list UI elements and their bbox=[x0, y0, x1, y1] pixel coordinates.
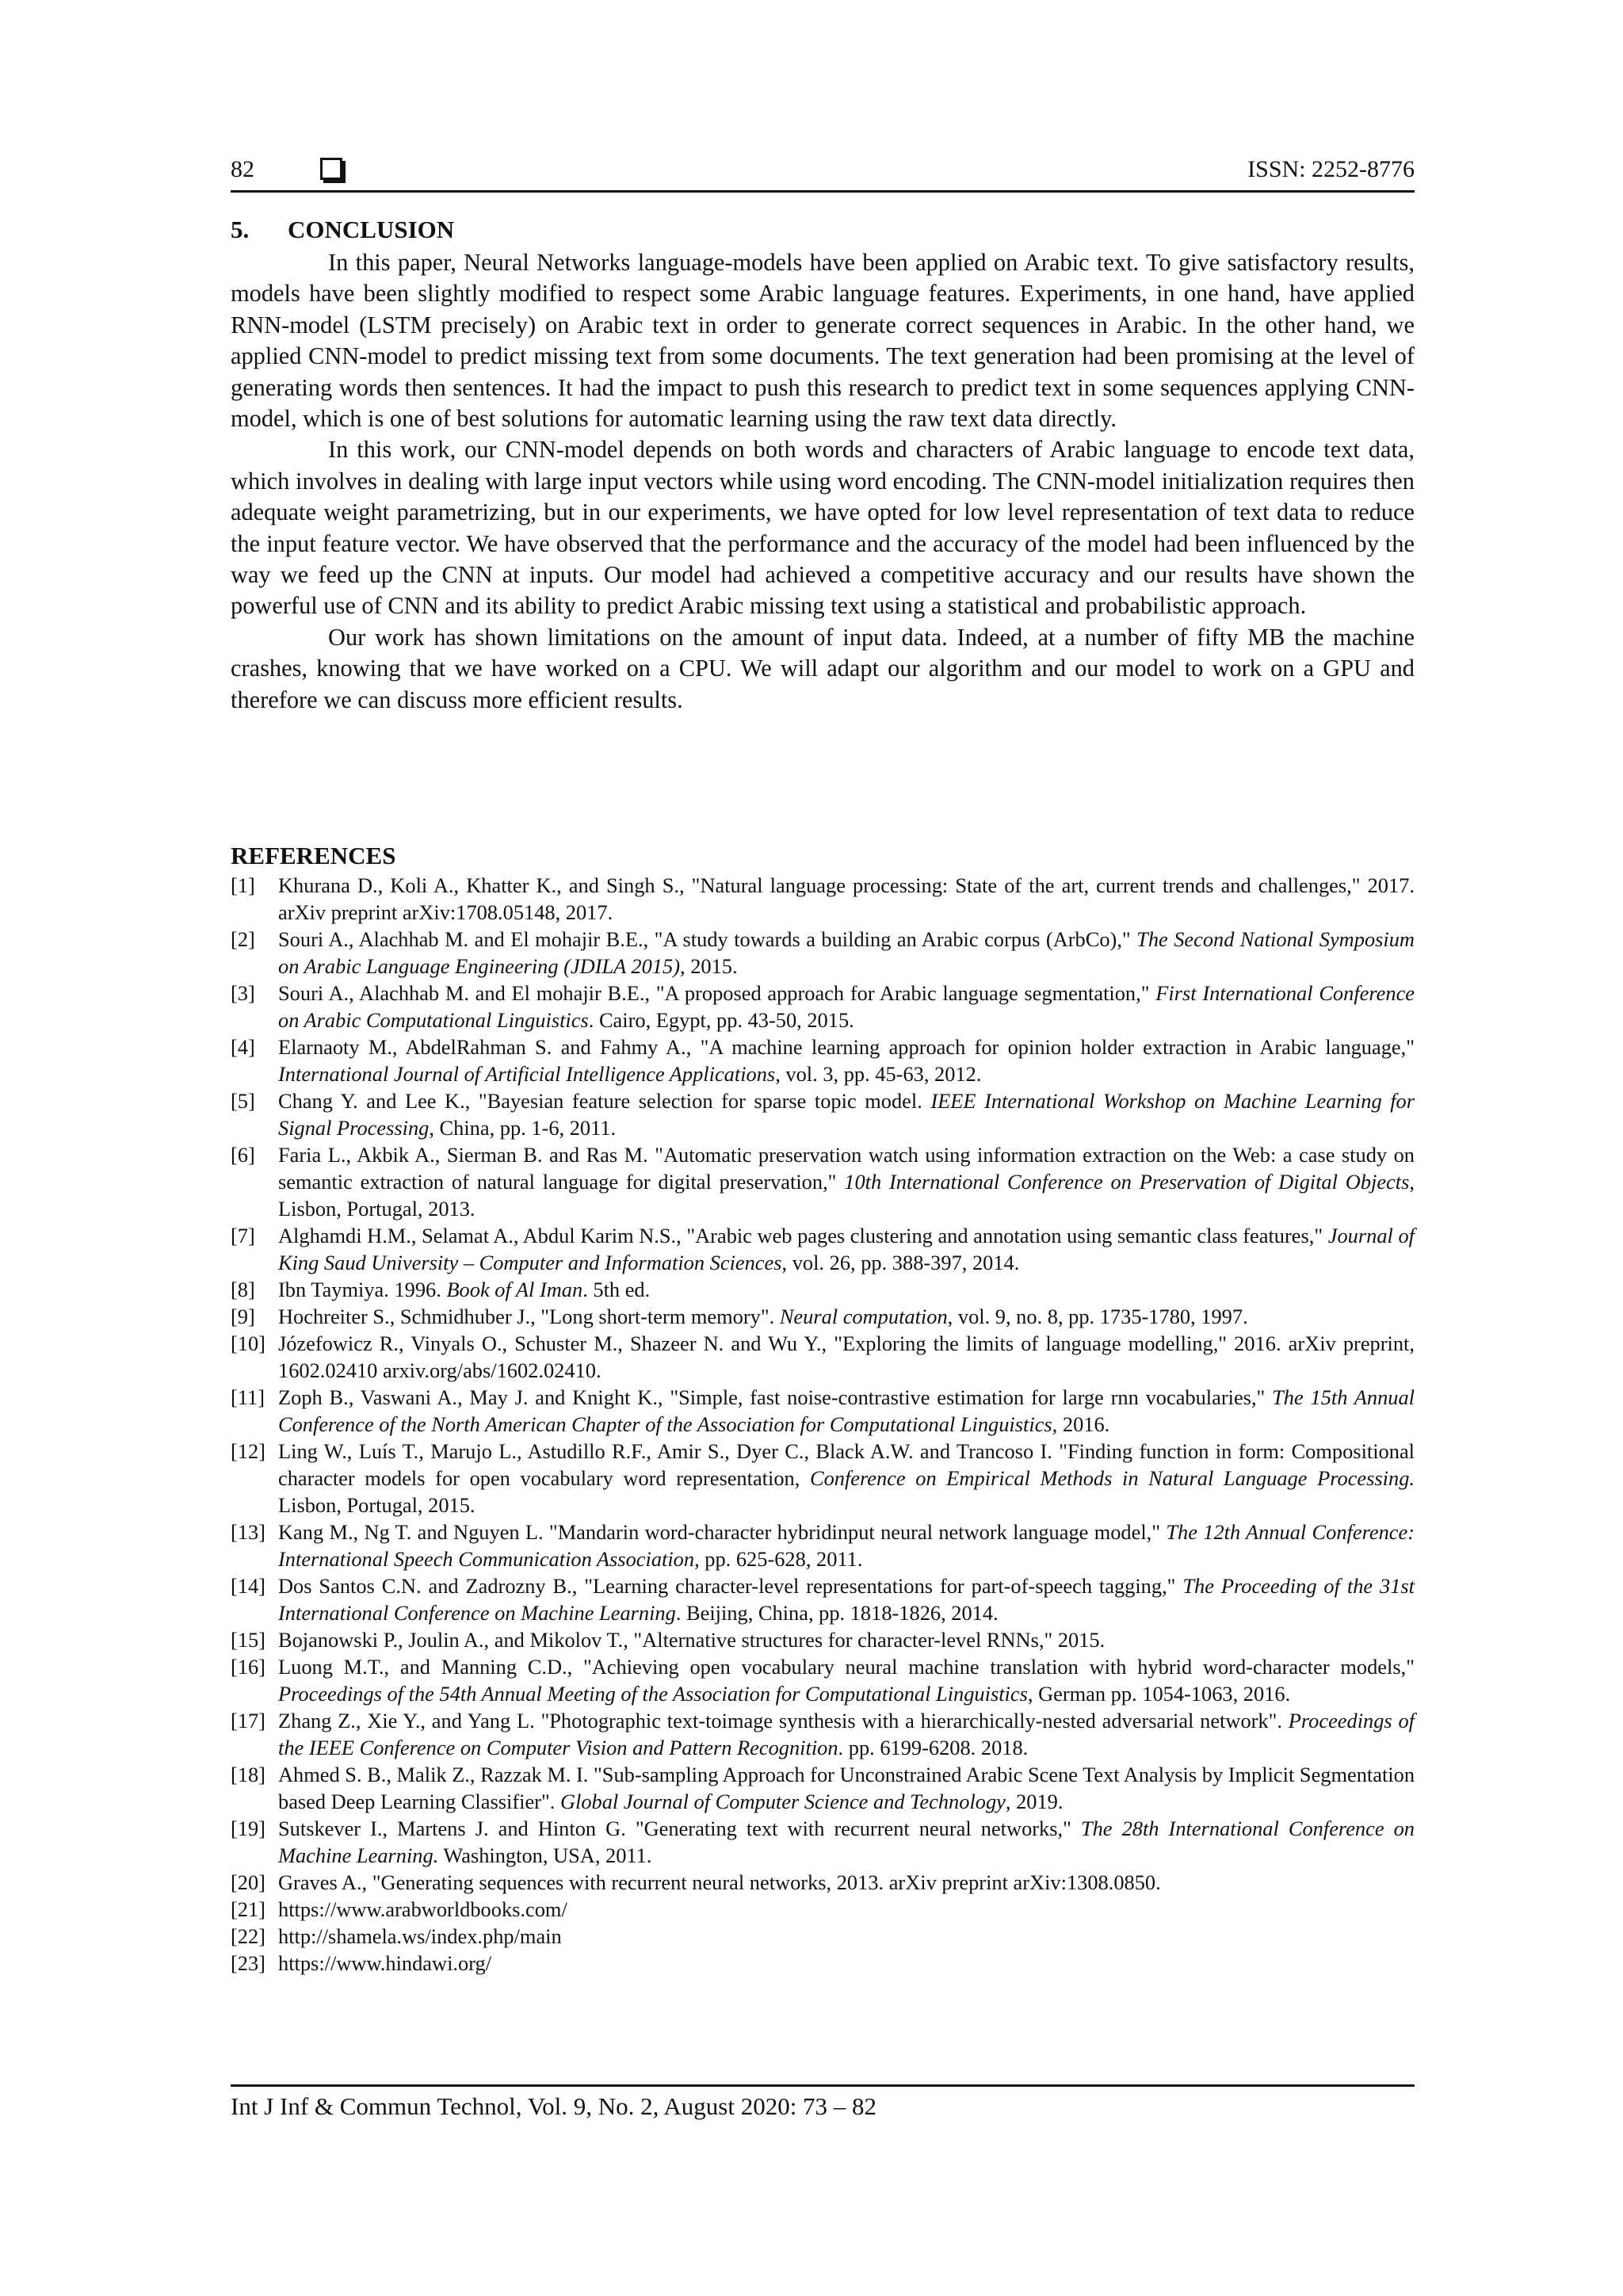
reference-number: [10] bbox=[231, 1331, 265, 1355]
reference-venue: Journal of King Saud University – Computer and Information Sciences bbox=[278, 1224, 1415, 1274]
reference-number: [19] bbox=[231, 1817, 265, 1840]
reference-text: Hochreiter S., Schmidhuber J., "Long short-term memory". bbox=[278, 1305, 780, 1328]
reference-text: Elarnaoty M., AbdelRahman S. and Fahmy A., "A machine learning approach for opinion holder extraction in Arabic language," bbox=[278, 1035, 1415, 1059]
reference-details: 2015. bbox=[685, 954, 738, 978]
running-header bbox=[231, 153, 1415, 188]
reference-text: Graves A., "Generating sequences with recurrent neural networks, 2013. arXiv preprint arXiv:1308.0850. bbox=[278, 1870, 1161, 1894]
reference-item bbox=[231, 980, 1415, 1033]
reference-venue: The 15th Annual Conference of the North American Chapter of the Association for Computational Linguistics, bbox=[278, 1385, 1415, 1436]
conclusion-paragraph: In this work, our CNN-model depends on both words and characters of Arabic language to encode text data, which involves in dealing with large input vectors while using word encoding. The CNN-model initialization requires then adequate weight parametrizing, but in our experiments, we have opted for low level representation of text data to reduce the input feature vector. We have observed that the performance and the accuracy of the model had been influenced by the way we feed up the CNN at inputs. Our model had achieved a competitive accuracy and our results have shown the powerful use of CNN and its ability to predict Arabic missing text using a statistical and probabilistic approach. bbox=[231, 436, 1415, 620]
header-rule bbox=[231, 190, 1415, 193]
reference-text: https://www.arabworldbooks.com/ bbox=[278, 1897, 567, 1921]
reference-venue: International Journal of Artificial Intelligence Applications bbox=[278, 1062, 776, 1086]
reference-text: http://shamela.ws/index.php/main bbox=[278, 1924, 562, 1948]
reference-item bbox=[231, 1141, 1415, 1222]
reference-number: [12] bbox=[231, 1439, 265, 1463]
reference-number: [22] bbox=[231, 1924, 265, 1948]
reference-number: [8] bbox=[231, 1278, 255, 1301]
reference-venue: The 28th International Conference on Machine Learning. bbox=[278, 1817, 1415, 1867]
reference-number: [18] bbox=[231, 1763, 265, 1786]
reference-venue: Proceedings of the IEEE Conference on Computer Vision and Pattern Recognition bbox=[278, 1709, 1415, 1759]
reference-text: Dos Santos C.N. and Zadrozny B., "Learning character-level representations for part-of-speech tagging," bbox=[278, 1574, 1183, 1598]
reference-text: Bojanowski P., Joulin A., and Mikolov T., "Alternative structures for character-level RNNs," 2015. bbox=[278, 1628, 1106, 1652]
reference-text: Chang Y. and Lee K., "Bayesian feature selection for sparse topic model. bbox=[278, 1089, 931, 1113]
footer-rule bbox=[231, 2084, 1415, 2087]
reference-text: Souri A., Alachhab M. and El mohajir B.E., "A proposed approach for Arabic language segmentation," bbox=[278, 981, 1156, 1005]
reference-item bbox=[231, 1923, 1415, 1950]
reference-number: [4] bbox=[231, 1035, 255, 1059]
reference-number: [3] bbox=[231, 981, 255, 1005]
reference-venue: Neural computation bbox=[779, 1305, 948, 1328]
reference-item bbox=[231, 1222, 1415, 1276]
reference-number: [23] bbox=[231, 1951, 265, 1975]
square-box-icon bbox=[320, 158, 342, 180]
reference-venue: Global Journal of Computer Science and Technology bbox=[559, 1790, 1006, 1813]
reference-details: Washington, USA, 2011. bbox=[438, 1843, 652, 1867]
reference-number: [9] bbox=[231, 1305, 255, 1328]
reference-item bbox=[231, 1033, 1415, 1087]
reference-item bbox=[231, 872, 1415, 926]
reference-details: , China, pp. 1-6, 2011. bbox=[429, 1116, 617, 1140]
reference-text: Luong M.T., and Manning C.D., "Achieving open vocabulary neural machine translation with hybrid word-character models," bbox=[278, 1655, 1415, 1679]
reference-number: [20] bbox=[231, 1870, 265, 1894]
reference-details: . 5th ed. bbox=[582, 1278, 651, 1301]
reference-item bbox=[231, 1438, 1415, 1519]
reference-details: , vol. 3, pp. 45-63, 2012. bbox=[775, 1062, 982, 1086]
reference-venue: The 12th Annual Conference: International Speech Communication Association bbox=[278, 1520, 1415, 1571]
reference-number: [11] bbox=[231, 1385, 265, 1409]
section-title: CONCLUSION bbox=[288, 216, 455, 243]
reference-text: Kang M., Ng T. and Nguyen L. "Mandarin word-character hybridinput neural network language model," bbox=[278, 1520, 1167, 1544]
reference-number: [21] bbox=[231, 1897, 265, 1921]
conclusion-section bbox=[231, 214, 1415, 716]
reference-details: . Cairo, Egypt, pp. 43-50, 2015. bbox=[588, 1008, 854, 1032]
reference-details: . Beijing, China, pp. 1818-1826, 2014. bbox=[675, 1601, 999, 1625]
reference-number: [16] bbox=[231, 1655, 265, 1679]
reference-venue: Conference on Empirical Methods in Natural Language Processing. bbox=[809, 1466, 1415, 1490]
reference-text: Ahmed S. B., Malik Z., Razzak M. I. "Sub-sampling Approach for Unconstrained Arabic Scene Text Analysis by Implicit Segmentation based Deep Learning Classifier". bbox=[278, 1763, 1415, 1813]
section-number: 5. bbox=[231, 216, 250, 243]
reference-number: [17] bbox=[231, 1709, 265, 1733]
reference-text: Zhang Z., Xie Y., and Yang L. "Photographic text-toimage synthesis with a hierarchically-nested adversarial network". bbox=[278, 1709, 1289, 1733]
reference-text: Ling W., Luís T., Marujo L., Astudillo R.F., Amir S., Dyer C., Black A.W. and Trancoso I. "Finding function in form: Compositional character models for open vocabulary word representation, bbox=[278, 1439, 1415, 1490]
page-number: 82 bbox=[231, 156, 254, 182]
reference-item bbox=[231, 1519, 1415, 1572]
reference-item bbox=[231, 1384, 1415, 1438]
issn-label: ISSN: 2252-8776 bbox=[1247, 156, 1415, 182]
reference-details: , vol. 9, no. 8, pp. 1735-1780, 1997. bbox=[947, 1305, 1248, 1328]
reference-number: [14] bbox=[231, 1574, 265, 1598]
reference-item bbox=[231, 1572, 1415, 1626]
reference-item bbox=[231, 1815, 1415, 1869]
reference-venue: The Second National Symposium on Arabic Language Engineering (JDILA 2015), bbox=[278, 927, 1415, 978]
reference-number: [13] bbox=[231, 1520, 265, 1544]
reference-text: Faria L., Akbik A., Sierman B. and Ras M. "Automatic preservation watch using information extraction on the Web: a case study on semantic extraction of natural language for digital preservation," bbox=[278, 1143, 1415, 1194]
reference-details: 2016. bbox=[1057, 1412, 1110, 1436]
reference-details: , Lisbon, Portugal, 2013. bbox=[278, 1170, 1415, 1221]
reference-item bbox=[231, 926, 1415, 980]
conclusion-paragraph: In this paper, Neural Networks language-models have been applied on Arabic text. To give satisfactory results, models have been slightly modified to respect some Arabic language features. Experiments, in one hand, have applied RNN-model (LSTM precisely) on Arabic text in order to generate correct sequences in Arabic. In the other hand, we applied CNN-model to predict missing text from some documents. The text generation had been promising at the level of generating words then sentences. It had the impact to push this research to predict text in some sequences applying CNN-model, which is one of best solutions for automatic learning using the raw text data directly. bbox=[231, 249, 1415, 433]
reference-item bbox=[231, 1330, 1415, 1384]
reference-text: Alghamdi H.M., Selamat A., Abdul Karim N.S., "Arabic web pages clustering and annotation using semantic class features," bbox=[278, 1224, 1328, 1247]
reference-details: . pp. 6199-6208. 2018. bbox=[838, 1736, 1029, 1759]
reference-number: [6] bbox=[231, 1143, 255, 1167]
section-heading bbox=[231, 214, 1415, 246]
reference-text: Józefowicz R., Vinyals O., Schuster M., Shazeer N. and Wu Y., "Exploring the limits of language modelling," 2016. arXiv preprint, 1602.02410 arxiv.org/abs/1602.02410. bbox=[278, 1331, 1415, 1382]
reference-item bbox=[231, 1761, 1415, 1815]
reference-number: [1] bbox=[231, 873, 255, 897]
reference-venue: 10th International Conference on Preservation of Digital Objects bbox=[844, 1170, 1410, 1194]
reference-text: Sutskever I., Martens J. and Hinton G. "Generating text with recurrent neural networks," bbox=[278, 1817, 1081, 1840]
reference-details: Lisbon, Portugal, 2015. bbox=[278, 1493, 475, 1517]
reference-venue: Proceedings of the 54th Annual Meeting of the Association for Computational Linguistics bbox=[278, 1682, 1028, 1706]
reference-venue: The Proceeding of the 31st International Conference on Machine Learning bbox=[278, 1574, 1415, 1625]
reference-venue: First International Conference on Arabic Computational Linguistics bbox=[278, 981, 1415, 1032]
reference-item bbox=[231, 1896, 1415, 1923]
reference-number: [7] bbox=[231, 1224, 255, 1247]
reference-text: https://www.hindawi.org/ bbox=[278, 1951, 492, 1975]
conclusion-paragraph: Our work has shown limitations on the amount of input data. Indeed, at a number of fifty MB the machine crashes, knowing that we have worked on a CPU. We will adapt our algorithm and our model to work on a GPU and therefore we can discuss more efficient results. bbox=[231, 623, 1415, 713]
reference-item bbox=[231, 1707, 1415, 1761]
reference-item bbox=[231, 1276, 1415, 1303]
reference-item bbox=[231, 1869, 1415, 1896]
reference-details: , vol. 26, pp. 388-397, 2014. bbox=[781, 1251, 1020, 1274]
reference-text: Zoph B., Vaswani A., May J. and Knight K., "Simple, fast noise-contrastive estimation for large rnn vocabularies," bbox=[278, 1385, 1273, 1409]
reference-details: , 2019. bbox=[1005, 1790, 1064, 1813]
reference-venue: IEEE International Workshop on Machine Learning for Signal Processing bbox=[278, 1089, 1415, 1140]
reference-list bbox=[231, 872, 1415, 1977]
reference-number: [2] bbox=[231, 927, 255, 951]
reference-item bbox=[231, 1087, 1415, 1141]
journal-citation: Int J Inf & Commun Technol, Vol. 9, No. 2, August 2020: 73 – 82 bbox=[231, 2092, 877, 2120]
reference-item bbox=[231, 1653, 1415, 1707]
reference-details: , German pp. 1054-1063, 2016. bbox=[1027, 1682, 1291, 1706]
reference-details: , pp. 625-628, 2011. bbox=[694, 1547, 863, 1571]
reference-number: [5] bbox=[231, 1089, 255, 1113]
reference-item bbox=[231, 1950, 1415, 1977]
reference-text: Ibn Taymiya. 1996. bbox=[278, 1278, 447, 1301]
references-section bbox=[231, 840, 1415, 1977]
reference-number: [15] bbox=[231, 1628, 265, 1652]
reference-text: Khurana D., Koli A., Khatter K., and Singh S., "Natural language processing: State of the art, current trends and challenges," 2017. arXiv preprint arXiv:1708.05148, 2017. bbox=[278, 873, 1415, 924]
reference-text: Souri A., Alachhab M. and El mohajir B.E., "A study towards a building an Arabic corpus (ArbCo)," bbox=[278, 927, 1137, 951]
reference-item bbox=[231, 1303, 1415, 1330]
references-heading: REFERENCES bbox=[231, 842, 396, 869]
reference-item bbox=[231, 1626, 1415, 1653]
reference-venue: Book of Al Iman bbox=[446, 1278, 583, 1301]
